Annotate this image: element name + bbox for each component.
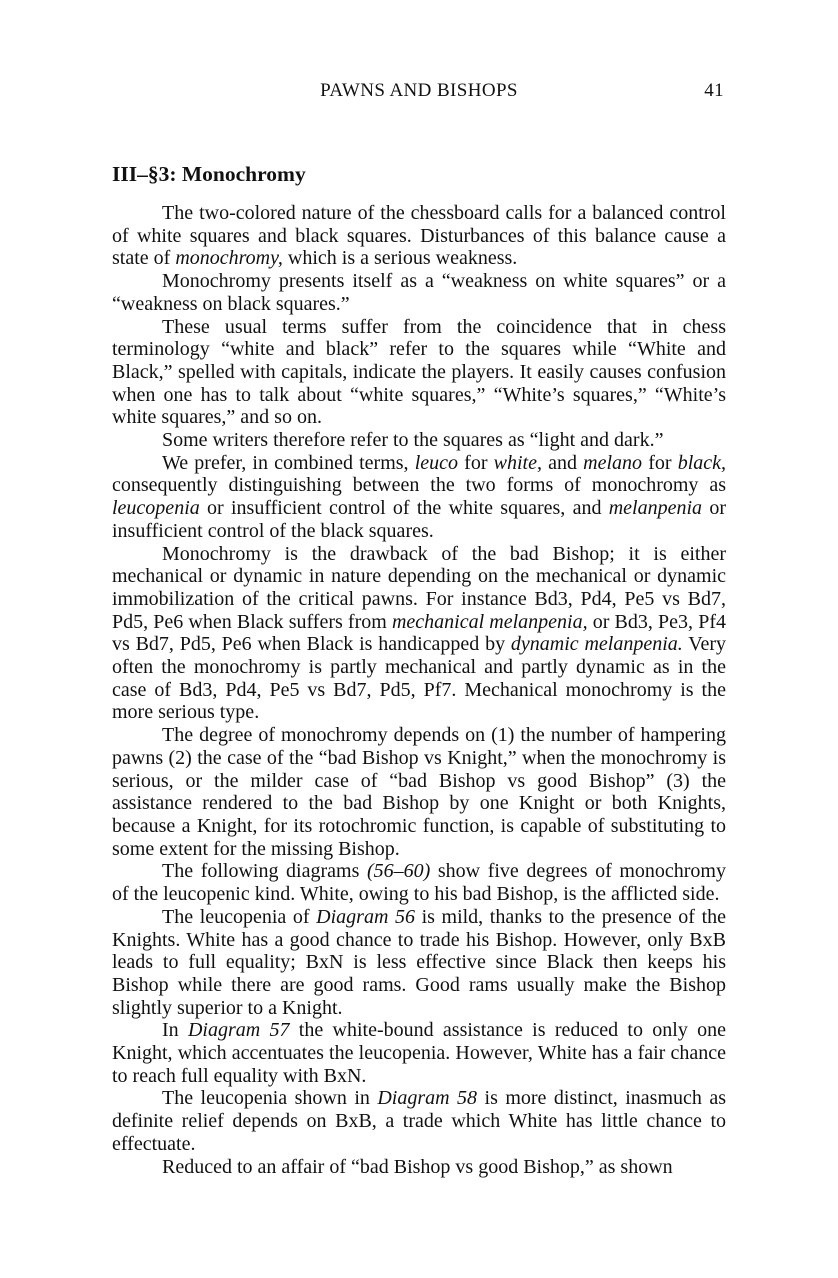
paragraph (112, 452, 726, 543)
italic-text: mechanical melanpenia, (391, 610, 588, 633)
body-text (112, 202, 726, 1178)
paragraph (112, 1087, 726, 1155)
paragraph (112, 316, 726, 430)
paragraph (112, 202, 726, 270)
text-run: show five degrees of monochromy of the leucopenic kind. White, owing to his bad Bishop, is the afflicted side. (112, 860, 726, 906)
italic-text: monochromy, (175, 247, 283, 270)
text-run: The leucopenia shown in (162, 1087, 378, 1110)
text-run: Monochromy presents itself as a “weakness on white squares” or a “weakness on black squares.” (112, 270, 726, 315)
paragraph (112, 1019, 726, 1087)
italic-text: melano (583, 451, 643, 474)
text-run: and (541, 451, 584, 474)
italic-text: Diagram 56 (316, 905, 415, 928)
text-run: The degree of monochromy depends on (1) the number of hampering pawns (2) the case of the “bad Bishop vs Knight,” when the monochromy is serious, or the milder case of “bad Bishop vs good Bishop” (3) the assistance rendered to the bad Bishop by one Knight or both Knights, because a Knight, for its rotochromic function, is capable of substituting to some extent for the missing Bishop. (112, 724, 726, 860)
paragraph (112, 543, 726, 725)
text-run: or Bd3, Pe3, Pf4 vs Bd7, Pd5, Pe6 when Black is handicapped by (112, 610, 726, 656)
text-run: In (162, 1019, 188, 1042)
text-run: is mild, thanks to the presence of the Knights. White has a good chance to trade his Bishop. However, only BxB leads to full equality; BxN is less effective since Black then keeps his Bishop while there are good rams. Good rams usually make the Bishop slightly superior to a Knight. (112, 905, 726, 1019)
running-title: PAWNS AND BISHOPS (320, 80, 518, 101)
text-run: or insufficient control of the black squares. (112, 497, 726, 542)
italic-text: leucopenia (112, 497, 200, 520)
paragraph (112, 1156, 726, 1179)
paragraph (112, 724, 726, 860)
paragraph (112, 429, 726, 452)
italic-text: black, (677, 451, 726, 474)
text-run: The following diagrams (162, 860, 367, 883)
paragraph (112, 906, 726, 1020)
text-run: Monochromy is the drawback of the bad Bishop; it is either mechanical or dynamic in nature depending on the mechanical or dynamic immobilization of the critical pawns. For instance Bd3, Pd4, Pe5 vs Bd7, Pd5, Pe6 when Black suffers from (112, 542, 726, 633)
text-run: which is a serious weakness. (282, 247, 518, 270)
page-number: 41 (704, 80, 724, 101)
text-run: consequently distinguishing between the two forms of monochromy as (112, 474, 726, 497)
text-run: the white-bound assistance is reduced to only one Knight, which accentuates the leucopenia. However, White has a fair chance to reach full equality with BxN. (112, 1019, 726, 1087)
text-run: Some writers therefore refer to the squares as “light and dark.” (162, 429, 664, 452)
italic-text: melanpenia (608, 497, 703, 520)
text-run: Reduced to an affair of “bad Bishop vs good Bishop,” as shown (162, 1155, 673, 1178)
text-run: for (642, 451, 678, 474)
paragraph (112, 860, 726, 905)
text-run: We prefer, in combined terms, (162, 451, 415, 474)
text-run: The two-colored nature of the chessboard calls for a balanced control of white squares and black squares. Disturbances of this balance cause a state of (112, 202, 726, 270)
text-run: These usual terms suffer from the coincidence that in chess terminology “white and black” refer to the squares while “White and Black,” spelled with capitals, indicate the players. It easily causes confusion when one has to talk about “white squares,” “White’s squares,” “White’s white squares,” and so on. (112, 315, 726, 429)
paragraph (112, 270, 726, 315)
text-run: for (458, 451, 494, 474)
text-run: The leucopenia of (162, 905, 317, 928)
italic-text: (56–60) (366, 860, 431, 883)
text-run: or insufficient control of the white squares, and (199, 497, 609, 520)
running-head (112, 76, 726, 106)
italic-text: dynamic melanpenia. (510, 633, 683, 656)
italic-text: Diagram 58 (377, 1087, 478, 1110)
section-heading: III–§3: Monochromy (112, 162, 306, 186)
italic-text: white, (493, 451, 542, 474)
text-run: Very often the monochromy is partly mechanical and partly dynamic as in the case of Bd3, Pd4, Pe5 vs Bd7, Pd5, Pf7. Mechanical monochromy is the more serious type. (112, 633, 726, 724)
italic-text: leuco (414, 451, 459, 474)
italic-text: Diagram 57 (187, 1019, 290, 1042)
book-page (112, 76, 726, 1178)
text-run: is more distinct, inasmuch as definite relief depends on BxB, a trade which White has little chance to effectuate. (112, 1087, 727, 1155)
